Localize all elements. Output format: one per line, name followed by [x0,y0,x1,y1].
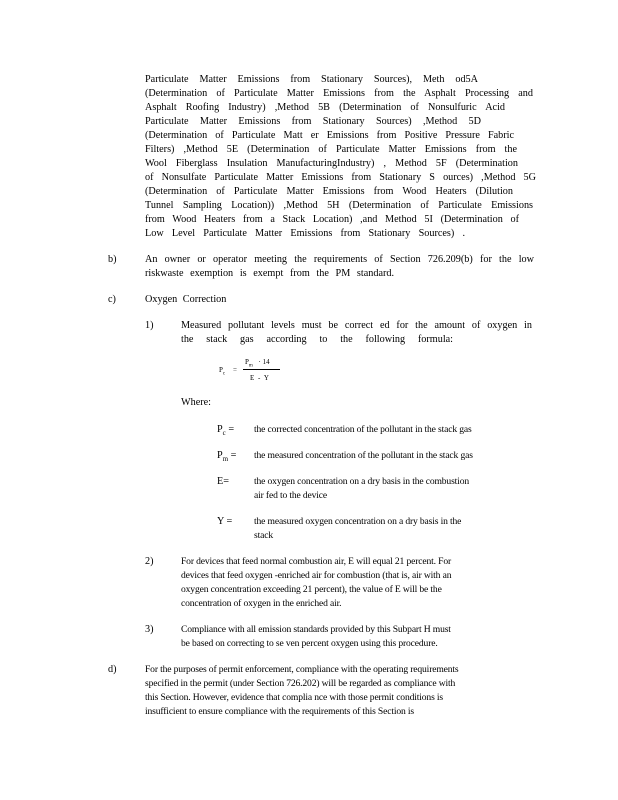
text-line: Tunnel Sampling Location)) ,Method 5H (Determination of Particulate Emissions [145,200,533,211]
text-line: from Wood Heaters from a Stack Location) ,and Method 5I (Determination of [145,214,519,225]
definition-symbol: $P_c$ = [217,424,235,438]
text-line: be based on correcting to se ven percent oxygen using this procedure. [181,638,438,649]
subitem-marker: 2) [145,556,154,567]
definition-text: the measured concentration of the pollutant in the stack gas [254,450,473,461]
text-line: (Determination of Particulate Matter Emissions from Wood Heaters (Dilution [145,186,513,197]
text-line: devices that feed oxygen -enriched air for combustion (that is, air with an [181,570,452,581]
formula-lhs: $P_c$ [219,366,226,377]
definition-symbol: E= [217,476,229,487]
formula-denominator: E - Y [250,374,269,382]
item-marker: b) [108,254,117,265]
text-line: this Section. However, evidence that complia nce with those permit conditions is [145,692,444,703]
subitem-marker: 3) [145,624,154,635]
text-line: (Determination of Particulate Matt er Emissions from Positive Pressure Fabric [145,130,514,141]
definition-text: air fed to the device [254,490,328,501]
definition-symbol: Y = [217,516,233,527]
item-marker: d) [108,664,117,675]
text-line: oxygen concentration exceeding 21 percent), the value of E will be the [181,584,442,595]
text-line: riskwaste exemption is exempt from the PM standard. [145,268,394,279]
text-line: Asphalt Roofing Industry) ,Method 5B (Determination of Nonsulfuric Acid [145,102,505,113]
text-line: of Nonsulfate Particulate Matter Emissions from Stationary S ources) ,Method 5G [145,172,536,183]
formula-equals: = [233,366,237,374]
text-line: Compliance with all emission standards provided by this Subpart H must [181,624,451,635]
where-label: Where: [181,397,211,408]
definition-symbol: $P_m$ = [217,450,237,464]
text-line: insufficient to ensure compliance with the requirements of this Section is [145,706,415,717]
text-line: An owner or operator meeting the requirements of Section 726.209(b) for the low [145,254,534,265]
text-line: Measured pollutant levels must be correct ed for the amount of oxygen in [181,320,532,331]
text-line: For the purposes of permit enforcement, compliance with the operating requirements [145,664,459,675]
text-line: Particulate Matter Emissions from Stationary Sources) ,Method 5D [145,116,481,127]
text-line: specified in the permit (under Section 726.202) will be regarded as compliance with [145,678,456,689]
text-line: Wool Fiberglass Insulation ManufacturingIndustry) , Method 5F (Determination [145,158,518,169]
definition-text: stack [254,530,273,541]
text-line: Low Level Particulate Matter Emissions from Stationary Sources) . [145,228,465,239]
fraction-bar [243,369,280,370]
text-line: concentration of oxygen in the enriched air. [181,598,342,609]
section-heading: Oxygen Correction [145,294,227,305]
text-line: Particulate Matter Emissions from Stationary Sources), Meth od5A [145,74,478,85]
definition-text: the corrected concentration of the pollutant in the stack gas [254,424,472,435]
subitem-marker: 1) [145,320,154,331]
item-marker: c) [108,294,116,305]
text-line: For devices that feed normal combustion air, E will equal 21 percent. For [181,556,452,567]
definition-text: the measured oxygen concentration on a dry basis in the [254,516,462,527]
text-line: the stack gas according to the following formula: [181,334,453,345]
formula-numerator: $P_m \cdot 14$ [245,358,270,369]
text-line: (Determination of Particulate Matter Emissions from the Asphalt Processing and [145,88,533,99]
definition-text: the oxygen concentration on a dry basis in the combustion [254,476,469,487]
text-line: Filters) ,Method 5E (Determination of Particulate Matter Emissions from the [145,144,517,155]
